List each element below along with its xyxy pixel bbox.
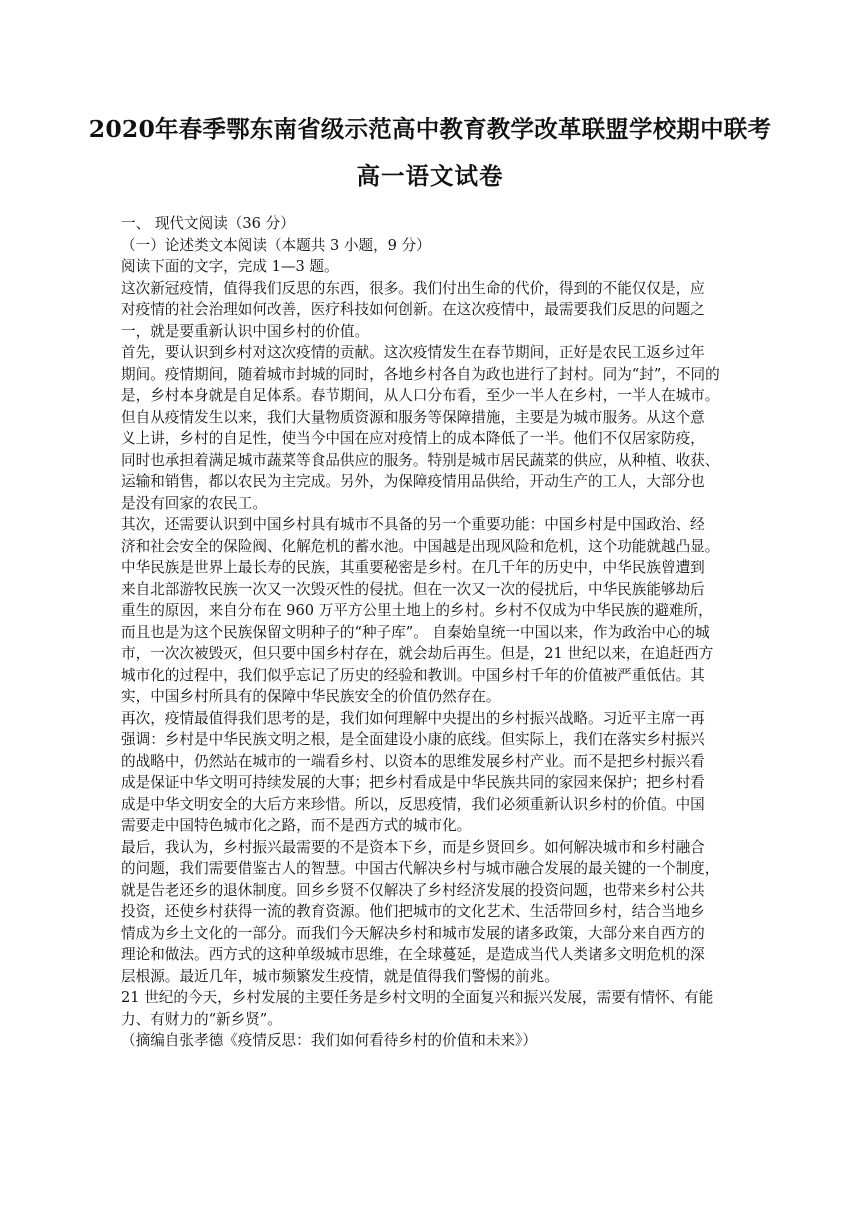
- text-line: 成是保证中华文明可持续发展的大事；把乡村看成是中华民族共同的家园来保护；把乡村看: [121, 774, 705, 791]
- text-line: 实，中国乡村所具有的保障中华民族安全的价值仍然存在。: [121, 688, 501, 705]
- text-line: 21 世纪的今天，乡村发展的主要任务是乡村文明的全面复兴和振兴发展，需要有情怀、有能: [121, 989, 714, 1006]
- text-line: 同时也承担着满足城市蔬菜等食品供应的服务。特别是城市居民蔬菜的供应，从种植、收获、: [121, 451, 720, 469]
- text-line: 力、有财力的“新乡贤”。: [121, 1010, 282, 1028]
- text-line: （摘编自张孝德《疫情反思：我们如何看待乡村的价值和未来》）: [121, 1032, 537, 1049]
- text-line: 这次新冠疫情，值得我们反思的东西，很多。我们付出生命的代价，得到的不能仅仅是，应: [121, 279, 705, 297]
- text-line: 对疫情的社会治理如何改善，医疗科技如何创新。在这次疫情中，最需要我们反思的问题之: [121, 301, 705, 318]
- text-line: 来自北部游牧民族一次又一次毁灭性的侵扰。但在一次又一次的侵扰后，中华民族能够劫后: [121, 580, 705, 598]
- text-line: 强调：乡村是中华民族文明之根，是全面建设小康的底线。但实际上，我们在落实乡村振兴: [121, 731, 705, 748]
- text-line: 投资，还使乡村获得一流的教育资源。他们把城市的文化艺术、生活带回乡村，结合当地乡: [121, 903, 705, 920]
- text-line: 最后，我认为，乡村振兴最需要的不是资本下乡，而是乡贤回乡。如何解决城市和乡村融合: [121, 838, 705, 856]
- text-line: 成是中华文明安全的大后方来珍惜。所以，反思疫情，我们必须重新认识乡村的价值。中国: [121, 795, 705, 813]
- text-line: 的问题，我们需要借鉴古人的智慧。中国古代解决乡村与城市融合发展的最关键的一个制度，: [121, 860, 720, 877]
- text-line: 是没有回家的农民工。: [121, 494, 267, 512]
- exam-subtitle: 高一语文试卷: [356, 162, 504, 190]
- text-line: 就是告老还乡的退休制度。回乡乡贤不仅解决了乡村经济发展的投资问题，也带来乡村公共: [121, 881, 705, 899]
- reading-passage: [121, 213, 741, 1052]
- text-line: 需要走中国特色城市化之路，而不是西方式的城市化。: [121, 817, 472, 834]
- exam-title: 2020年春季鄂东南省级示范高中教育教学改革联盟学校期中联考: [88, 115, 772, 143]
- text-line: 再次，疫情最值得我们思考的是，我们如何理解中央提出的乡村振兴战略。习近平主席一再: [121, 709, 705, 727]
- text-line: 义上讲，乡村的自足性，使当今中国在应对疫情上的成本降低了一半。他们不仅居家防疫，: [121, 430, 705, 447]
- text-line: 首先，要认识到乡村对这次疫情的贡献。这次疫情发生在春节期间，正好是农民工返乡过年: [121, 344, 705, 361]
- text-line: 中华民族是世界上最长寿的民族，其重要秘密是乡村。在几千年的历史中，中华民族曾遭到: [121, 559, 705, 576]
- text-line: 期间。疫情期间，随着城市封城的同时，各地乡村各自为政也进行了封村。同为“封”，不同的: [121, 365, 720, 383]
- text-line: 是，乡村本身就是自足体系。春节期间，从人口分布看，至少一半人在乡村，一半人在城市。: [121, 387, 720, 404]
- text-line: 的战略中，仍然站在城市的一端看乡村、以资本的思维发展乡村产业。而不是把乡村振兴看: [121, 752, 705, 770]
- text-line: （一）论述类文本阅读（本题共 3 小题，9 分）: [121, 236, 431, 254]
- text-line: 阅读下面的文字，完成 1—3 题。: [121, 258, 339, 275]
- text-line: 但自从疫情发生以来，我们大量物质资源和服务等保障措施，主要是为城市服务。从这个意: [121, 408, 705, 426]
- text-line: 一、 现代文阅读（36 分）: [121, 215, 295, 232]
- text-line: 层根源。最近几年，城市频繁发生疫情，就是值得我们警惕的前兆。: [121, 967, 559, 985]
- text-line: 理论和做法。西方式的这种单级城市思维，在全球蔓延，是造成当代人类诸多文明危机的深: [121, 946, 705, 963]
- text-line: 而且也是为这个民族保留文明种子的“种子库”。 自秦始皇统一中国以来，作为政治中心的城: [121, 623, 710, 641]
- text-line: 济和社会安全的保险阀、化解危机的蓄水池。中国越是出现风险和危机，这个功能就越凸显。: [121, 537, 720, 555]
- text-line: 重生的原因，来自分布在 960 万平方公里土地上的乡村。乡村不仅成为中华民族的避难所，: [121, 602, 713, 619]
- text-line: 城市化的过程中，我们似乎忘记了历史的经验和教训。中国乡村千年的价值被严重低估。其: [121, 666, 705, 684]
- text-line: 情成为乡土文化的一部分。而我们今天解决乡村和城市发展的诸多政策，大部分来自西方的: [121, 924, 705, 942]
- text-line: 其次，还需要认识到中国乡村具有城市不具备的另一个重要功能：中国乡村是中国政治、经: [121, 516, 705, 533]
- text-line: 市，一次次被毁灭，但只要中国乡村存在，就会劫后再生。但是，21 世纪以来，在追赶西方: [121, 645, 714, 662]
- text-line: 一，就是要重新认识中国乡村的价值。: [121, 322, 370, 340]
- text-line: 运输和销售，都以农民为主完成。另外，为保障疫情用品供给，开动生产的工人，大部分也: [121, 473, 705, 490]
